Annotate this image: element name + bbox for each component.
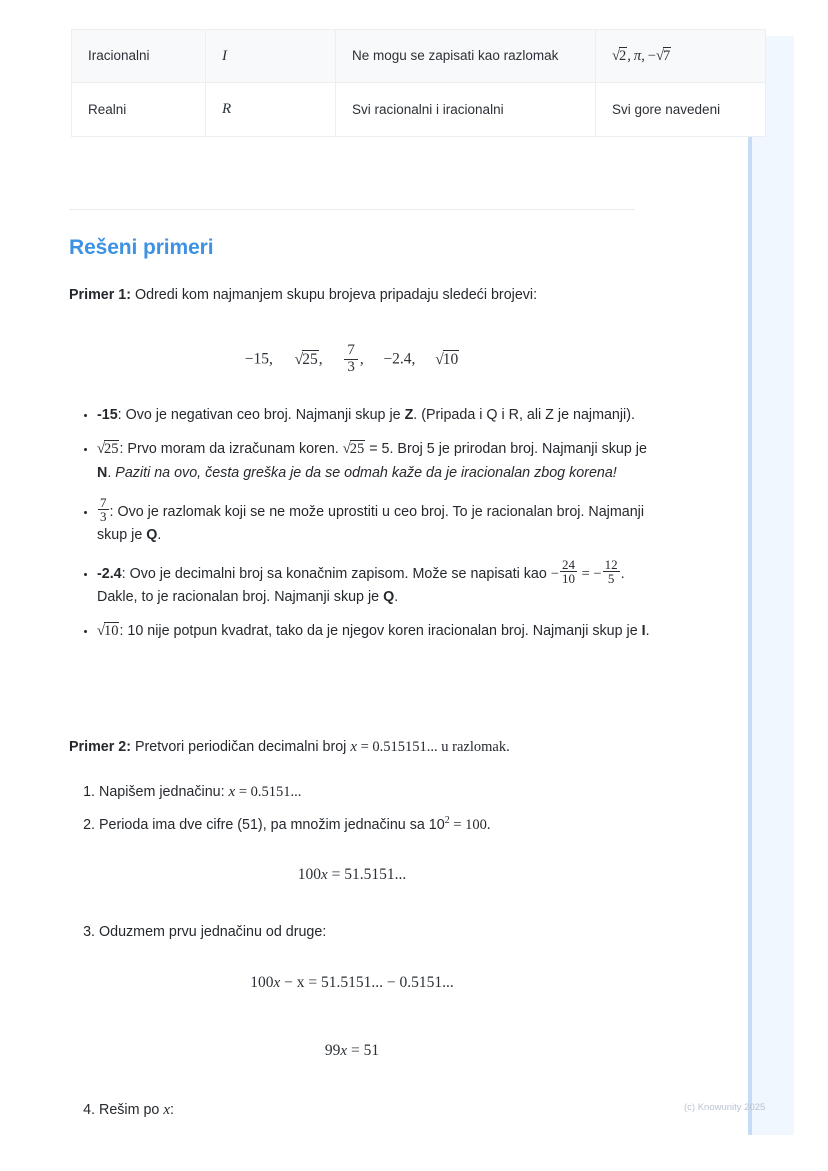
sqrt-2-icon: √2 bbox=[612, 48, 627, 64]
step-text-a: Perioda ima dve cifre (51), pa množim jednačinu sa 10 bbox=[99, 816, 445, 833]
symbol-glyph: I bbox=[222, 48, 227, 65]
bullet-term: -15 bbox=[97, 407, 118, 423]
eq-rest: = 51.5151... bbox=[327, 866, 407, 883]
cell-symbol bbox=[206, 83, 336, 136]
variable-x: x bbox=[163, 1102, 171, 1118]
number-minus-15: −15, bbox=[244, 350, 273, 368]
comma-after-sqrt25: , bbox=[318, 350, 323, 368]
bullet-set-symbol: Q bbox=[146, 526, 158, 543]
number-sets-table bbox=[71, 29, 766, 137]
bullet-term: -2.4 bbox=[97, 565, 122, 582]
inline-sqrt-25-icon: √25 bbox=[342, 441, 365, 458]
equation-99x bbox=[69, 1042, 635, 1060]
bullet-tail: . bbox=[394, 589, 399, 606]
eq-variable: x bbox=[321, 867, 328, 883]
list-item bbox=[99, 813, 665, 837]
example-2-prompt-text-b: = 0.515151... u razlomak. bbox=[356, 739, 510, 755]
comma-after-fraction: , bbox=[359, 350, 364, 368]
inline-fraction-minus-12-5: − $\frac{12}{5}$ bbox=[593, 556, 618, 587]
cell-description: Ne mogu se zapisati kao razlomak bbox=[336, 30, 596, 83]
bullet-text: : Prvo moram da izračunam koren. bbox=[119, 441, 343, 458]
bullet-text: : 10 nije potpun kvadrat, tako da je njegov koren iracionalan broj. Najmanji skup je bbox=[119, 623, 642, 640]
bullet-italic-note: Paziti na ovo, česta greška je da se odmah kaže da je iracionalan zbog korena! bbox=[115, 464, 617, 481]
bullet-set-symbol: I bbox=[641, 623, 646, 640]
table-row bbox=[72, 83, 766, 136]
list-item bbox=[97, 496, 663, 547]
step-text-a: Oduzmem prvu jednačinu od druge: bbox=[99, 924, 327, 940]
number-sets-table-wrapper bbox=[71, 29, 721, 137]
variable-x: x bbox=[228, 784, 236, 800]
sqrt-7-icon: √7 bbox=[655, 48, 671, 64]
equation-100x bbox=[69, 866, 635, 884]
examples-separator-2: , bbox=[641, 48, 648, 64]
cell-description: Svi racionalni i iracionalni bbox=[336, 83, 596, 136]
sqrt-10-display-icon: √10 bbox=[435, 350, 459, 368]
example-1-bullet-list bbox=[69, 404, 663, 655]
bullet-text-2: . Dakle, to je racionalan broj. Najmanji skup je bbox=[97, 565, 625, 606]
eq-lhs-number: 100 bbox=[250, 974, 274, 991]
bullet-tail: . bbox=[157, 526, 162, 543]
bullet-text: : Ovo je negativan ceo broj. Najmanji skup je bbox=[117, 407, 405, 423]
sqrt-25-display-icon: √25 bbox=[294, 350, 318, 368]
bullet-term-sqrt-icon: √25 bbox=[97, 441, 119, 458]
step-text-b: : bbox=[170, 1102, 175, 1118]
minus-sign: − bbox=[647, 48, 656, 64]
eq-rest: − x = 51.5151... − 0.5151... bbox=[280, 974, 454, 991]
eq-variable: x bbox=[340, 1043, 348, 1059]
list-item bbox=[97, 404, 663, 427]
bullet-text: : Ovo je razlomak koji se ne može uprostiti u ceo broj. To je racionalan broj. Najmanji skup je bbox=[97, 503, 645, 543]
fraction-numerator: 7 bbox=[347, 342, 355, 358]
example-2-step-list-2 bbox=[69, 813, 665, 855]
symbol-glyph: R bbox=[222, 101, 232, 118]
bullet-term-sqrt-icon: √10 bbox=[97, 623, 119, 640]
bullet-tail: . (Pripada i Q i R, ali Z je najmanji). bbox=[413, 407, 635, 423]
page-section-heading: Rešeni primeri bbox=[69, 236, 214, 259]
cell-examples: Svi gore navedeni bbox=[596, 83, 766, 136]
list-item bbox=[97, 558, 663, 609]
eq-lhs-number: 100 bbox=[297, 866, 322, 883]
section-divider bbox=[69, 209, 635, 210]
bullet-set-symbol: N bbox=[97, 464, 108, 481]
examples-math bbox=[612, 48, 671, 64]
fraction-denominator: 3 bbox=[100, 509, 107, 525]
examples-separator-1: , bbox=[627, 48, 634, 64]
cell-set-name: Realni bbox=[72, 83, 206, 136]
bullet-text: : Ovo je decimalni broj sa konačnim zapisom. Može se napisati kao bbox=[121, 565, 551, 582]
example-2-label: Primer 2: bbox=[69, 739, 131, 755]
cell-examples bbox=[596, 30, 766, 83]
eq-lhs-number: 99 bbox=[324, 1042, 341, 1059]
list-item bbox=[99, 780, 665, 804]
step-text-a: Napišem jednačinu: bbox=[99, 784, 229, 800]
example-2-step-list-3 bbox=[69, 921, 665, 962]
example-1-numbers-display bbox=[69, 343, 635, 376]
step-text-b: = 100. bbox=[449, 816, 491, 833]
equals-sign: = bbox=[577, 565, 594, 582]
bullet-text-2: = 5. Broj 5 je prirodan broj. Najmanji skup je bbox=[365, 441, 647, 458]
cell-symbol bbox=[206, 30, 336, 83]
fraction-denominator: 3 bbox=[344, 359, 358, 376]
list-item bbox=[99, 1098, 665, 1122]
list-item bbox=[99, 921, 665, 944]
scroll-strip-track[interactable] bbox=[748, 36, 794, 1135]
eq-rest: = 51 bbox=[347, 1042, 380, 1059]
scroll-strip-rail[interactable] bbox=[748, 36, 752, 1135]
example-1-prompt-text: Odredi kom najmanjem skupu brojeva pripadaju sledeći brojevi: bbox=[130, 287, 538, 303]
equation-100x-minus-x bbox=[69, 974, 635, 992]
example-1-label: Primer 1: bbox=[69, 287, 131, 303]
watermark-copyright: (c) Knowunity 2025 bbox=[684, 1102, 766, 1113]
cell-set-name: Iracionalni bbox=[72, 30, 206, 83]
inline-fraction-minus-24-10: − $\frac{24}{10}$ bbox=[550, 556, 575, 587]
variable-x: x bbox=[350, 739, 357, 755]
bullet-term-fraction-7-3 bbox=[98, 496, 109, 524]
number-minus-2point4: −2.4, bbox=[383, 350, 416, 368]
step-text-a: Rešim po bbox=[99, 1102, 164, 1118]
exponent: 2 bbox=[444, 815, 450, 826]
eq-variable: x bbox=[273, 975, 281, 991]
fraction-7-3-display bbox=[344, 343, 358, 376]
example-2-prompt bbox=[69, 735, 635, 759]
bullet-tail: . bbox=[645, 623, 650, 640]
step-text-b: = 0.5151... bbox=[235, 784, 302, 800]
table-row bbox=[72, 30, 766, 83]
bullet-set-symbol: Z bbox=[404, 407, 414, 423]
list-item bbox=[97, 620, 663, 643]
example-2-prompt-text-a: Pretvori periodičan decimalni broj bbox=[130, 739, 351, 755]
bullet-set-symbol: Q bbox=[383, 589, 395, 606]
fraction-numerator: • 7 bbox=[100, 494, 107, 510]
example-2-step-list-4 bbox=[69, 1098, 665, 1140]
pi-glyph: π bbox=[633, 48, 642, 64]
example-1-prompt bbox=[69, 284, 635, 307]
bullet-tail: . bbox=[107, 464, 116, 481]
list-item bbox=[97, 438, 663, 485]
